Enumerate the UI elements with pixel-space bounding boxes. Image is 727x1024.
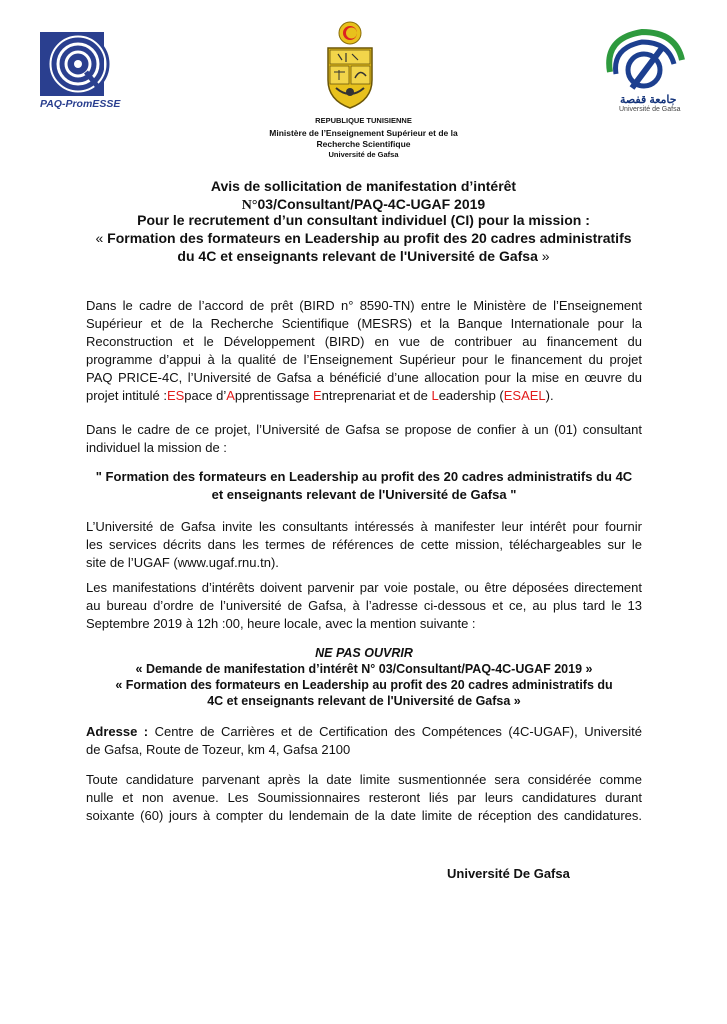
ugaf-logo-arabic-text: جامعة قفصة [620,94,677,106]
project-acronym: ESAEL [503,388,546,403]
text-line-project [86,387,642,405]
text-line: Supérieur et de la Recherche Scientifique (MESRS) et la Banque Internationale pour la [86,316,642,331]
reference-prefix: N° [241,198,258,213]
mission-text-1: Formation des formateurs en Leadership au profit des 20 cadres administratifs [107,230,632,246]
text-line: individuel la mission de : [86,440,227,455]
ministry-line-1: Ministère de l’Enseignement Supérieur et de la [269,128,458,138]
paragraph-invitation [86,518,642,572]
open-quote: « [95,230,108,246]
signature: Université De Gafsa [447,866,570,881]
text-fragment: pace d’ [184,388,227,403]
close-quote: » [537,248,550,264]
text-line: 4C et enseignants relevant de l'Université de Gafsa » [207,694,521,708]
text-line: Toute candidature parvenant après la date limite susmentionnée sera considérée comme [86,772,642,787]
paq-logo-text: PAQ-PromESSE [40,98,121,110]
paragraph-context [86,297,642,405]
acronym-letters: E [312,388,322,403]
paragraph-address [86,723,642,759]
text-fragment: ntreprenariat et de [321,388,432,403]
text-fragment: projet intitulé : [86,388,167,403]
text-line: et enseignants relevant de l'Université de Gafsa " [211,487,517,502]
text-line: soixante (60) jours à compter du lendemain de la date limite de réception des candidatures. [86,808,642,823]
mission-text-2: du 4C et enseignants relevant de l'Université de Gafsa [177,248,538,264]
do-not-open-label: NE PAS OUVRIR [315,646,413,660]
text-line: Les manifestations d’intérêts doivent parvenir par voie postale, ou être déposées directement [86,580,642,595]
acronym-letters: L [431,388,439,403]
text-line: les services décrits dans les termes de références de cette mission, téléchargeables sur le [86,537,642,552]
text-fragment: eadership ( [438,388,504,403]
text-line: Septembre 2019 à 12h :00, heure locale, avec la mention suivante : [86,616,476,631]
mission-title-line-2 [0,248,727,265]
address-label: Adresse : [86,724,149,739]
text-line: au bureau d’ordre de l’université de Gafsa, à l’adresse ci-dessous et ce, au plus tard le 13 [86,598,642,613]
text-line: « Formation des formateurs en Leadership au profit des 20 cadres administratifs du [115,678,613,692]
text-fragment: ). [545,388,554,403]
address-text: Centre de Carrières et de Certification des Compétences (4C-UGAF), Université [148,724,642,739]
text-line: Dans le cadre de l’accord de prêt (BIRD n° 8590-TN) entre le Ministère de l’Enseignement [86,298,642,313]
republic-label: REPUBLIQUE TUNISIENNE [315,116,412,125]
text-line: " Formation des formateurs en Leadership au profit des 20 cadres administratifs du 4C [95,469,633,484]
text-line: site de l’UGAF (www.ugaf.rnu.tn). [86,555,279,570]
paragraph-submission [86,579,642,633]
ministry-line-2: Recherche Scientifique [316,139,411,149]
paragraph-deadline-terms [86,771,642,825]
text-line: Dans le cadre de ce projet, l’Université de Gafsa se propose de confier à un (01) consultant [86,422,642,437]
notice-title: Avis de sollicitation de manifestation d’intérêt [210,178,517,194]
ugaf-logo-text: Université de Gafsa [619,106,681,113]
text-line: programme d’appui à la qualité de l’Enseignement Supérieur pour le financement du projet [86,352,642,367]
text-fragment: pprentissage [234,388,313,403]
text-line: L’Université de Gafsa invite les consultants intéressés à manifester leur intérêt pour fournir [86,519,642,534]
envelope-mention [86,645,642,709]
paragraph-mission-title [86,468,642,504]
reference-number: 03/Consultant/PAQ-4C-UGAF 2019 [257,196,486,212]
tunisia-coat-of-arms-icon [318,20,382,112]
paragraph-mission-intro [86,421,642,457]
text-line: Reconstruction et le Développement (BIRD) en vue de contribuer au financement du [86,334,642,349]
university-label: Université de Gafsa [328,150,399,159]
text-line: de Gafsa, Route de Tozeur, km 4, Gafsa 2100 [86,742,351,757]
mission-title-line-1 [0,230,727,247]
text-line: PAQ PRICE-4C, l’Université de Gafsa a bénéficié d’une allocation pour la mise en œuvre du [86,370,642,385]
acronym-letters: A [226,388,235,403]
text-line: nulle et non avenue. Les Soumissionnaires resteront liés par leurs candidatures durant [86,790,642,805]
acronym-letters: ES [166,388,185,403]
notice-subject: Pour le recrutement d’un consultant individuel (CI) pour la mission : [137,212,590,228]
text-line [86,723,642,741]
text-line: « Demande de manifestation d’intérêt N° 03/Consultant/PAQ-4C-UGAF 2019 » [135,662,593,676]
